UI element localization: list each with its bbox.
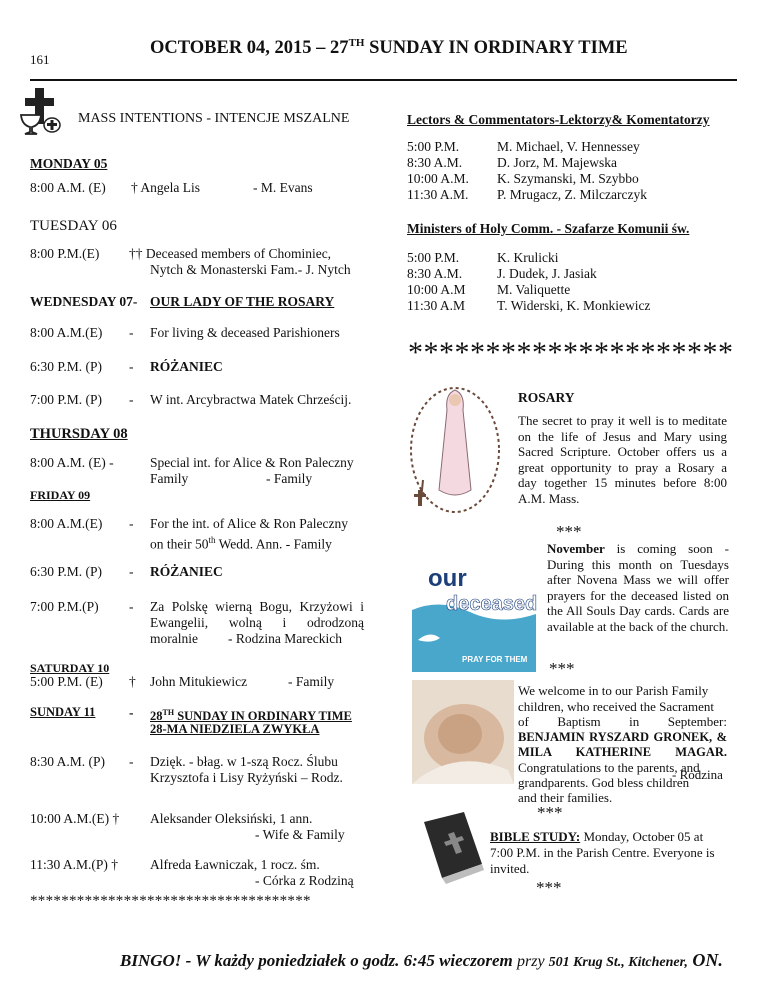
title-post: SUNDAY IN ORDINARY TIME	[364, 38, 628, 59]
wed-row1-time: 8:00 A.M.(E)	[30, 325, 103, 340]
rosary-title: ROSARY	[518, 390, 575, 405]
fri-row3-line2: Ewangelii, wolną i odrodzoną	[150, 615, 364, 630]
bible-line3: invited.	[490, 861, 530, 876]
welcome-line6: Congratulations to the parents, and	[518, 760, 700, 775]
sun-row1-time: 8:30 A.M. (P)	[30, 754, 106, 769]
lector-time-3: 10:00 A.M.	[407, 171, 469, 186]
minister-names-3: M. Valiquette	[497, 282, 571, 297]
tuesday-heading: TUESDAY 06	[30, 218, 117, 234]
sun-row2-line1: Aleksander Oleksiński, 1 ann.	[150, 811, 313, 826]
fri-row1-time: 8:00 A.M.(E)	[30, 516, 103, 531]
sunday-heading: SUNDAY 11	[30, 705, 96, 719]
cross-chalice-icon	[16, 87, 62, 137]
thursday-line2: Family	[150, 471, 189, 486]
thursday-heading: THURSDAY 08	[30, 426, 128, 442]
wed-row3-text: W int. Arcybractwa Matek Chrześcij.	[150, 392, 352, 407]
monday-heading: MONDAY 05	[30, 156, 108, 171]
saturday-by: - Family	[288, 674, 335, 689]
ministers-title: Ministers of Holy Comm. - Szafarze Komunii św.	[407, 221, 690, 236]
lector-names-3: K. Szymanski, M. Szybbo	[497, 171, 639, 186]
fri-row2-text: RÓŻANIEC	[150, 564, 223, 579]
lector-time-1: 5:00 P.M.	[407, 139, 460, 154]
minister-names-4: T. Widerski, K. Monkiewicz	[497, 298, 651, 313]
sunday-dash: -	[129, 705, 134, 720]
asterisks-4: ***	[536, 878, 562, 897]
welcome-names-line1: BENJAMIN RYSZARD GRONEK, &	[518, 730, 727, 744]
wed-row2-text: RÓŻANIEC	[150, 359, 223, 374]
fri-row1-line1: For the int. of Alice & Ron Paleczny	[150, 516, 348, 531]
november-bold: November	[547, 541, 605, 556]
bible-study-label: BIBLE STUDY:	[490, 829, 581, 844]
saturday-intent: John Mitukiewicz	[150, 674, 248, 689]
welcome-line1: We welcome in to our Parish Family	[518, 683, 709, 698]
welcome-rodzina: - Rodzina	[672, 767, 723, 782]
wed-row3-time: 7:00 P.M. (P)	[30, 392, 103, 407]
bingo-on: ON.	[687, 950, 723, 970]
monday-time: 8:00 A.M. (E)	[30, 180, 106, 195]
minister-time-3: 10:00 A.M	[407, 282, 466, 297]
bible-icon	[418, 808, 488, 886]
friday-heading: FRIDAY 09	[30, 488, 91, 502]
minister-time-1: 5:00 P.M.	[407, 250, 460, 265]
monday-intent: † Angela Lis	[131, 180, 200, 195]
fri-row3-line3b: - Rodzina Mareckich	[228, 631, 342, 646]
bingo-address: 501 Krug St., Kitchener,	[548, 955, 688, 970]
mass-intentions-title: MASS INTENTIONS - INTENCJE MSZALNE	[78, 111, 350, 126]
lector-names-2: D. Jorz, M. Majewska	[497, 155, 617, 170]
fri-l2sup: th	[208, 535, 216, 545]
welcome-line8: and their families.	[518, 790, 613, 805]
lector-names-1: M. Michael, V. Hennessey	[497, 139, 640, 154]
lectors-title: Lectors & Commentators-Lektorzy& Komentatorzy	[407, 112, 710, 127]
lector-time-4: 11:30 A.M.	[407, 187, 469, 202]
bible-line2: 7:00 P.M. in the Parish Centre. Everyone is	[490, 845, 715, 860]
thursday-time: 8:00 A.M. (E) -	[30, 455, 114, 470]
header-divider	[30, 79, 737, 81]
fri-row3-time: 7:00 P.M.(P)	[30, 599, 99, 614]
left-star-divider: ************************************	[30, 893, 311, 909]
welcome-line3: of Baptism in September:	[518, 714, 727, 729]
rosary-text: The secret to pray it well is to meditate on the life of Jesus and Mary using Sacred Scripture. October offers us a great opportunity to pray a Rosary a day together 15 minutes before 8:00 A.M. Mass.	[518, 413, 727, 506]
monday-by: - M. Evans	[253, 180, 313, 195]
minister-time-2: 8:30 A.M.	[407, 266, 463, 281]
thursday-line1: Special int. for Alice & Ron Paleczny	[150, 455, 354, 470]
tuesday-time: 8:00 P.M.(E)	[30, 246, 100, 261]
asterisks-3: ***	[537, 803, 563, 822]
wed-row1-dash: -	[129, 325, 134, 340]
thursday-line2-by: - Family	[266, 471, 313, 486]
welcome-names-line2: MILA KATHERINE MAGAR.	[518, 745, 727, 759]
november-text	[547, 541, 729, 634]
sunday-title-line2: 28-MA NIEDZIELA ZWYKŁA	[150, 722, 320, 736]
fri-row1-line2	[150, 532, 332, 553]
tuesday-intent-line1: †† Deceased members of Chominiec,	[129, 246, 332, 261]
bingo-text: BINGO! - W każdy poniedziałek o godz. 6:45 wieczorem	[120, 951, 517, 970]
minister-names-1: K. Krulicki	[497, 250, 559, 265]
title-pre: OCTOBER 04, 2015 – 27	[150, 38, 349, 59]
bible-line1	[490, 829, 703, 845]
asterisks-1: ***	[556, 522, 582, 541]
sun-row2-line2: - Wife & Family	[255, 827, 345, 842]
page-number: 161	[30, 52, 50, 67]
sun-title-pre: 28	[150, 709, 163, 724]
tuesday-intent-line2: Nytch & Monasterski Fam.- J. Nytch	[150, 262, 351, 277]
title-sup: TH	[348, 37, 365, 49]
wednesday-heading: WEDNESDAY 07-	[30, 294, 138, 309]
fri-l2a: on their 50	[150, 536, 209, 552]
lector-names-4: P. Mrugacz, Z. Milczarczyk	[497, 187, 647, 202]
asterisks-2: ***	[549, 659, 575, 678]
logo-word-deceased: deceased	[446, 593, 538, 615]
saturday-time: 5:00 P.M. (E)	[30, 674, 103, 689]
sun-row2-time: 10:00 A.M.(E) †	[30, 811, 120, 826]
sun-title-post: SUNDAY IN ORDINARY TIME	[174, 709, 352, 724]
minister-time-4: 11:30 A.M	[407, 298, 466, 313]
wednesday-feast: OUR LADY OF THE ROSARY	[150, 294, 335, 309]
fri-row1-dash: -	[129, 516, 134, 531]
page-title	[150, 37, 628, 59]
sun-row3-line1: Alfreda Ławniczak, 1 rocz. śm.	[150, 857, 320, 872]
logo-word-our: our	[428, 565, 467, 592]
wed-row3-dash: -	[129, 392, 134, 407]
lector-time-2: 8:30 A.M.	[407, 155, 463, 170]
fri-row2-dash: -	[129, 564, 134, 579]
fri-row3-line3a: moralnie	[150, 631, 198, 646]
rosary-image	[403, 380, 508, 530]
sun-row3-time: 11:30 A.M.(P) †	[30, 857, 119, 872]
sun-row3-line2: - Córka z Rodziną	[255, 873, 354, 888]
bingo-przy: przy	[517, 953, 549, 970]
wed-row2-time: 6:30 P.M. (P)	[30, 359, 103, 374]
fri-row2-time: 6:30 P.M. (P)	[30, 564, 103, 579]
wed-row2-dash: -	[129, 359, 134, 374]
saturday-cross: †	[129, 674, 136, 689]
our-deceased-logo	[410, 548, 538, 672]
right-star-divider: *********************	[408, 336, 734, 369]
fri-row3-line1: Za Polskę wierną Bogu, Krzyżowi i	[150, 599, 364, 614]
bible-line1-text: Monday, October 05 at	[580, 829, 704, 844]
fri-row3-dash: -	[129, 599, 134, 614]
saturday-heading: SATURDAY 10	[30, 661, 110, 675]
baptism-photo	[412, 680, 514, 784]
welcome-line7: grandparents. God bless children	[518, 775, 690, 790]
fri-l2b: Wedd. Ann. - Family	[215, 536, 332, 552]
sun-title-sup: TH	[162, 708, 175, 717]
wed-row1-text: For living & deceased Parishioners	[150, 325, 340, 340]
sun-row1-line2: Krzysztofa i Lisy Ryżyński – Rodz.	[150, 770, 343, 785]
sun-row1-line1: Dzięk. - błag. w 1-szą Rocz. Ślubu	[150, 754, 338, 769]
minister-names-2: J. Dudek, J. Jasiak	[497, 266, 597, 281]
sun-row1-dash: -	[129, 754, 134, 769]
welcome-line2: children, who received the Sacrament	[518, 699, 714, 714]
logo-word-pray: PRAY FOR THEM	[462, 655, 528, 664]
november-body: is coming soon - During this month on Tuesdays after Novena Mass we will offer prayers for the deceased listed on the All Souls Day cards. Cards are available at the back of the church.	[547, 541, 729, 634]
bingo-footer	[120, 950, 723, 971]
